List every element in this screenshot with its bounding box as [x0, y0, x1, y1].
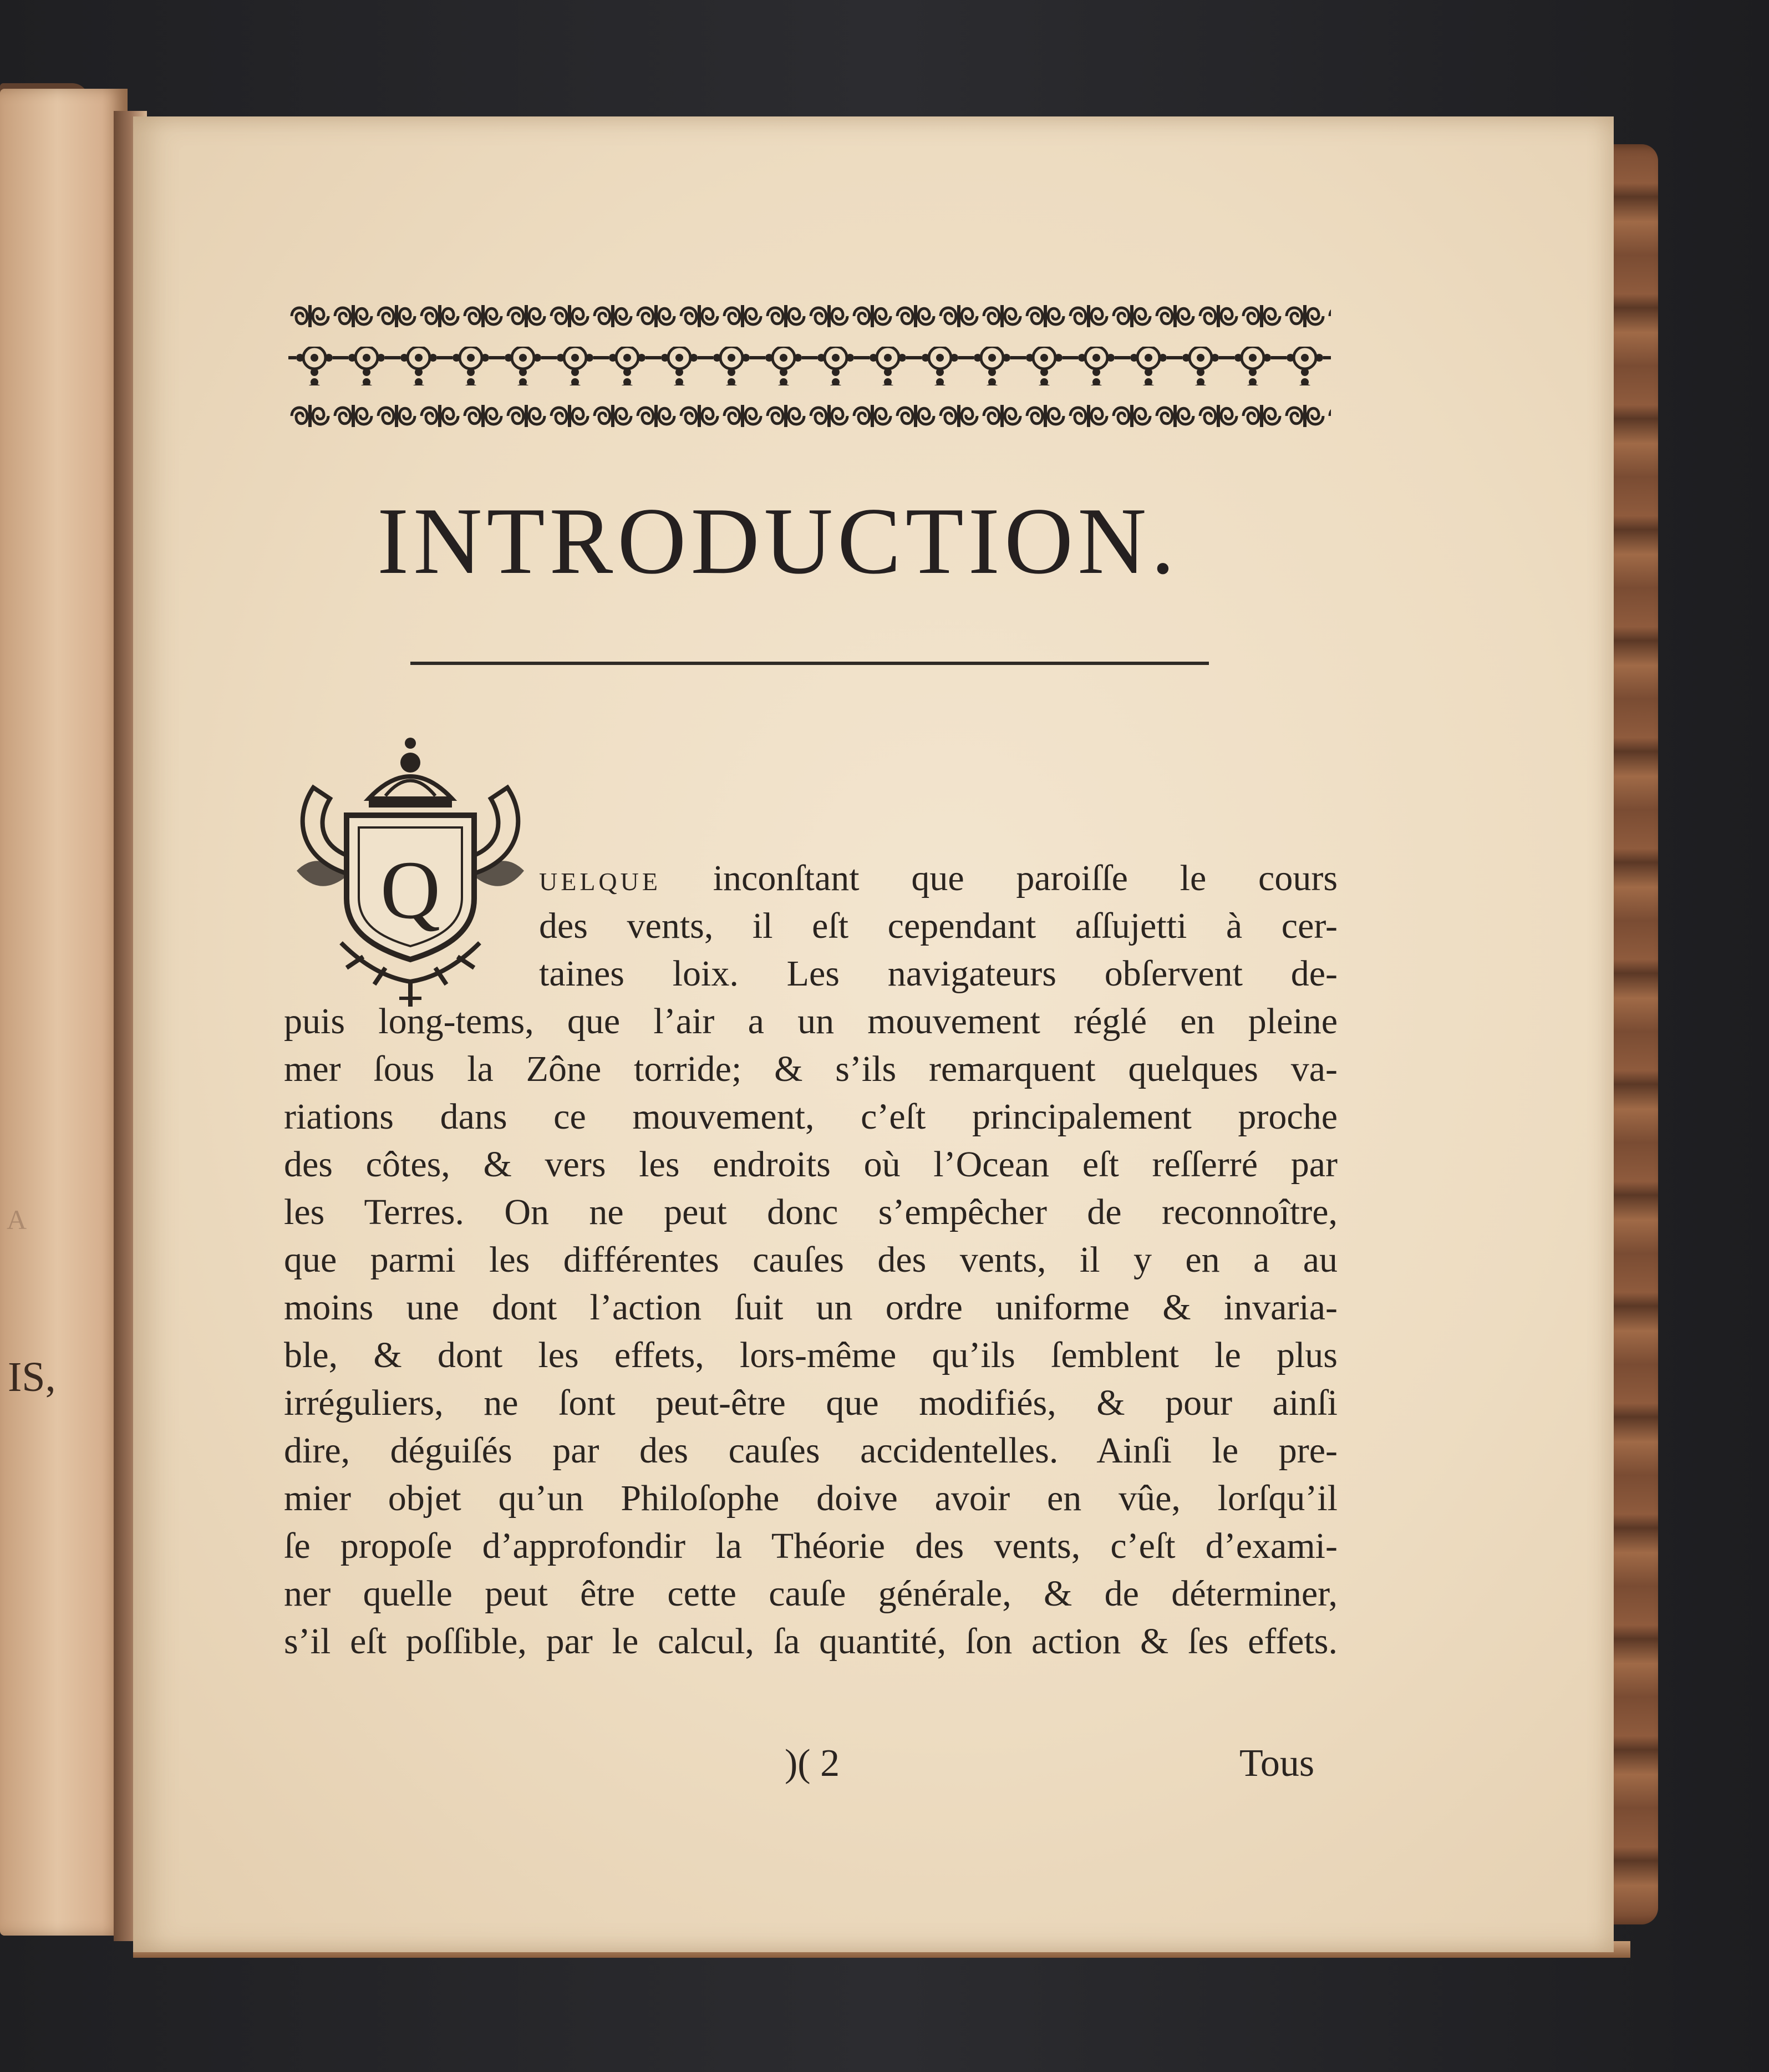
text-line: moins une dont l’action ſuit un ordre uniforme & invaria-	[284, 1287, 1338, 1328]
left-page-fragment: IS,	[8, 1354, 56, 1400]
text-line	[539, 855, 1338, 905]
page-title: INTRODUCTION.	[377, 489, 1180, 594]
text-line: taines loix. Les navigateurs obſervent de-	[539, 953, 1338, 994]
left-page-fragment-faint: A	[7, 1204, 27, 1235]
text-line: mier objet qu’un Philoſophe doive avoir en vûe, lorſqu’il	[284, 1478, 1338, 1519]
text-line: des côtes, & vers les endroits où l’Ocean eſt reſſerré par	[284, 1144, 1338, 1185]
decorated-initial-q-ornament	[280, 732, 541, 1009]
text-line: les Terres. On ne peut donc s’empêcher de reconnoître,	[284, 1192, 1338, 1232]
text-line: puis long-tems, que l’air a un mouvement réglé en pleine	[284, 1001, 1338, 1042]
text-line: s’il eſt poſſible, par le calcul, ſa quantité, ſon action & ſes effets.	[284, 1621, 1338, 1662]
text-line: ble, & dont les effets, lors-même qu’ils ſemblent le plus	[284, 1335, 1338, 1375]
left-page	[0, 89, 128, 1936]
text-line: riations dans ce mouvement, c’eſt principalement proche	[284, 1096, 1338, 1137]
text-line: irréguliers, ne ſont peut-être que modifiés, & pour ainſi	[284, 1383, 1338, 1423]
text-line: dire, déguiſés par des cauſes accidentelles. Ainſi le pre-	[284, 1430, 1338, 1471]
title-rule	[410, 662, 1209, 665]
catchword: Tous	[1239, 1742, 1315, 1785]
text-line: des vents, il eſt cependant aſſujetti à cer-	[539, 906, 1338, 946]
text-line: ſe propoſe d’approfondir la Théorie des vents, c’eſt d’exami-	[284, 1526, 1338, 1566]
signature-mark: )( 2	[785, 1742, 840, 1785]
text-line: que parmi les différentes cauſes des vents, il y en a au	[284, 1240, 1338, 1280]
drop-cap-letter: Q	[380, 844, 441, 936]
line-1-text: inconſtant que paroiſſe le cours	[713, 858, 1338, 898]
first-word-small-caps: UELQUE	[539, 867, 661, 896]
text-line: mer ſous la Zône torride; & s’ils remarquent quelques va-	[284, 1049, 1338, 1089]
headpiece-ornament	[288, 299, 1331, 433]
text-line: ner quelle peut être cette cauſe générale, & de déterminer,	[284, 1573, 1338, 1614]
